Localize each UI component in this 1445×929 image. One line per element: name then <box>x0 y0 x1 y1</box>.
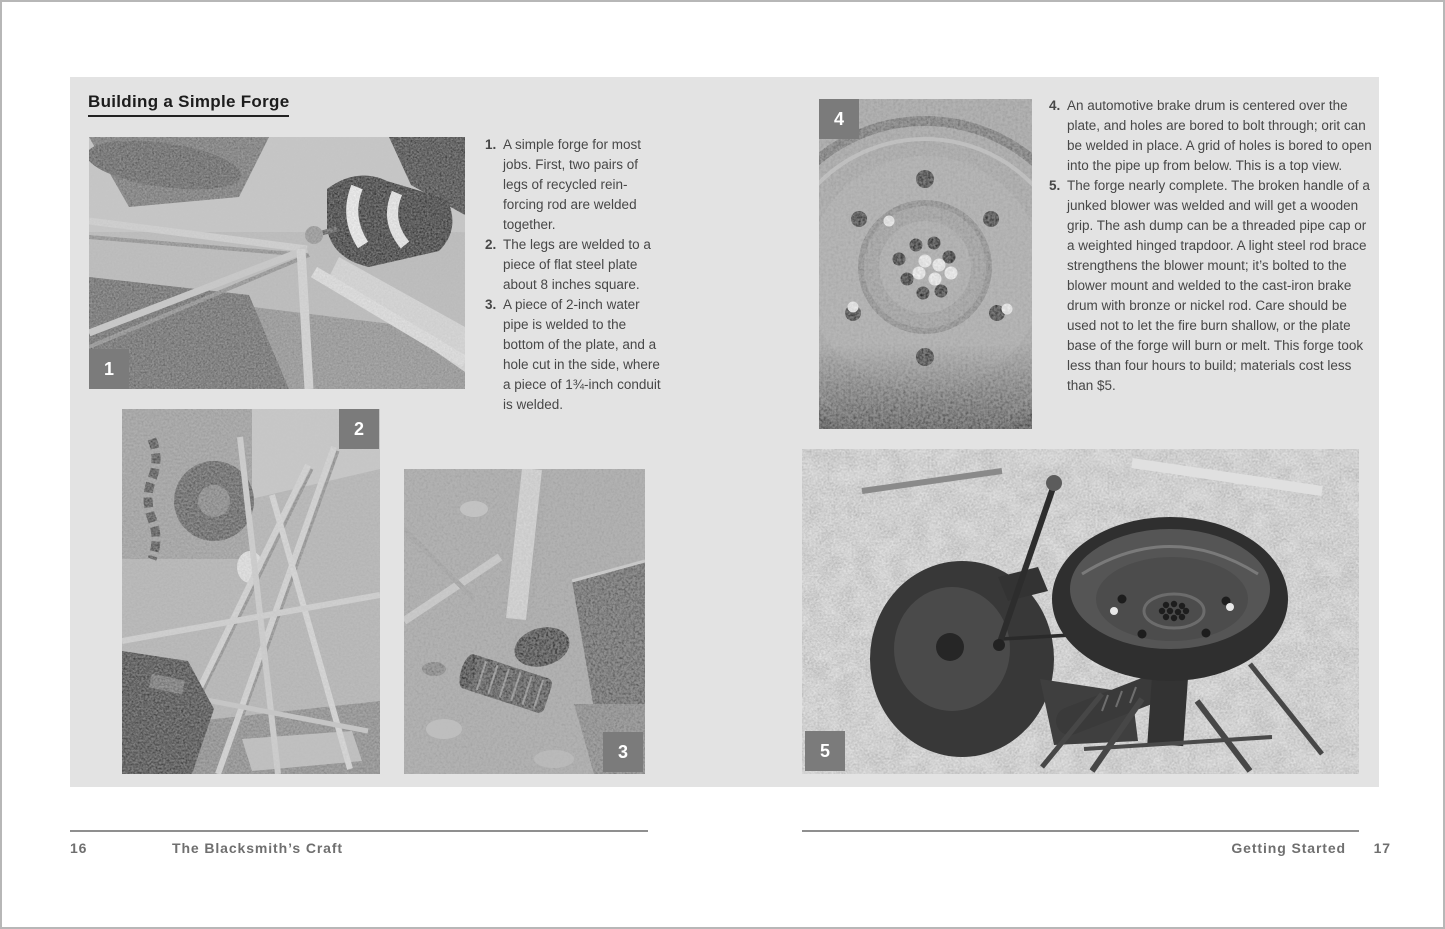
step-1 <box>485 135 663 235</box>
photo-1-welded-legs-in-vise <box>89 137 465 389</box>
photo-3-pipe-welded-to-plate <box>404 469 645 774</box>
photo-1-badge <box>89 349 129 389</box>
step-1-number: 1. <box>485 137 497 152</box>
photo-1-badge-number: 1 <box>103 359 114 379</box>
book-title-running-head: The Blacksmith’s Craft <box>172 840 343 856</box>
page-number-right: 17 <box>1373 840 1391 856</box>
photo-5-badge-number: 5 <box>819 741 830 761</box>
photo-4-badge-number: 4 <box>833 109 844 129</box>
photo-5-badge <box>805 731 845 771</box>
footer-rule-right <box>802 830 1359 832</box>
instructions-column-right <box>1049 96 1375 396</box>
page-number-left: 16 <box>70 840 88 856</box>
photo-2-badge <box>339 409 379 449</box>
photo-5-complete-forge-with-blower <box>802 449 1359 774</box>
step-1-text: A simple forge for most jobs. First, two pairs of legs of recycled rein-forcing rod are welded together. <box>503 137 642 232</box>
photo-4-brake-drum-top-view <box>819 99 1032 429</box>
step-5 <box>1049 176 1375 396</box>
step-3 <box>485 295 663 415</box>
photo-3-badge-number: 3 <box>617 742 628 762</box>
chapter-running-head: Getting Started <box>1231 840 1346 856</box>
step-5-text: The forge nearly complete. The broken handle of a junked blower was welded and will get a wooden grip. The ash dump can be a threaded pipe cap or a weighted hinged trapdoor. A light steel rod brace strengthens the blower mount; it’s bolted to the blower mount and welded to the cast-iron brake drum with bronze or nickel rod. Care should be used not to let the fire burn shallow, or the plate base of the forge will burn or melt. This forge took less than four hours to build; materials cost less than $5. <box>1067 178 1370 393</box>
step-4 <box>1049 96 1375 176</box>
page-background <box>70 77 1379 787</box>
step-5-number: 5. <box>1049 178 1061 193</box>
section-title: Building a Simple Forge <box>88 92 289 117</box>
step-4-number: 4. <box>1049 98 1061 113</box>
photo-4-badge <box>819 99 859 139</box>
step-3-number: 3. <box>485 297 497 312</box>
photo-2-legs-welded-to-plate <box>122 409 380 774</box>
photo-2-badge-number: 2 <box>353 419 364 439</box>
footer-rule-left <box>70 830 648 832</box>
step-2-text: The legs are welded to a piece of flat steel plate about 8 inches square. <box>503 237 651 292</box>
instructions-column-left <box>485 135 663 415</box>
step-4-text: An automotive brake drum is centered over the plate, and holes are bored to bolt through; orit can be welded in place. A grid of holes is bored to open into the pipe up from below. This is a top view. <box>1067 98 1372 173</box>
photo-3-badge <box>603 732 643 772</box>
step-2-number: 2. <box>485 237 497 252</box>
step-2 <box>485 235 663 295</box>
step-3-text: A piece of 2-inch water pipe is welded to the bottom of the plate, and a hole cut in the side, where a piece of 1¾-inch conduit is welded. <box>503 297 661 412</box>
